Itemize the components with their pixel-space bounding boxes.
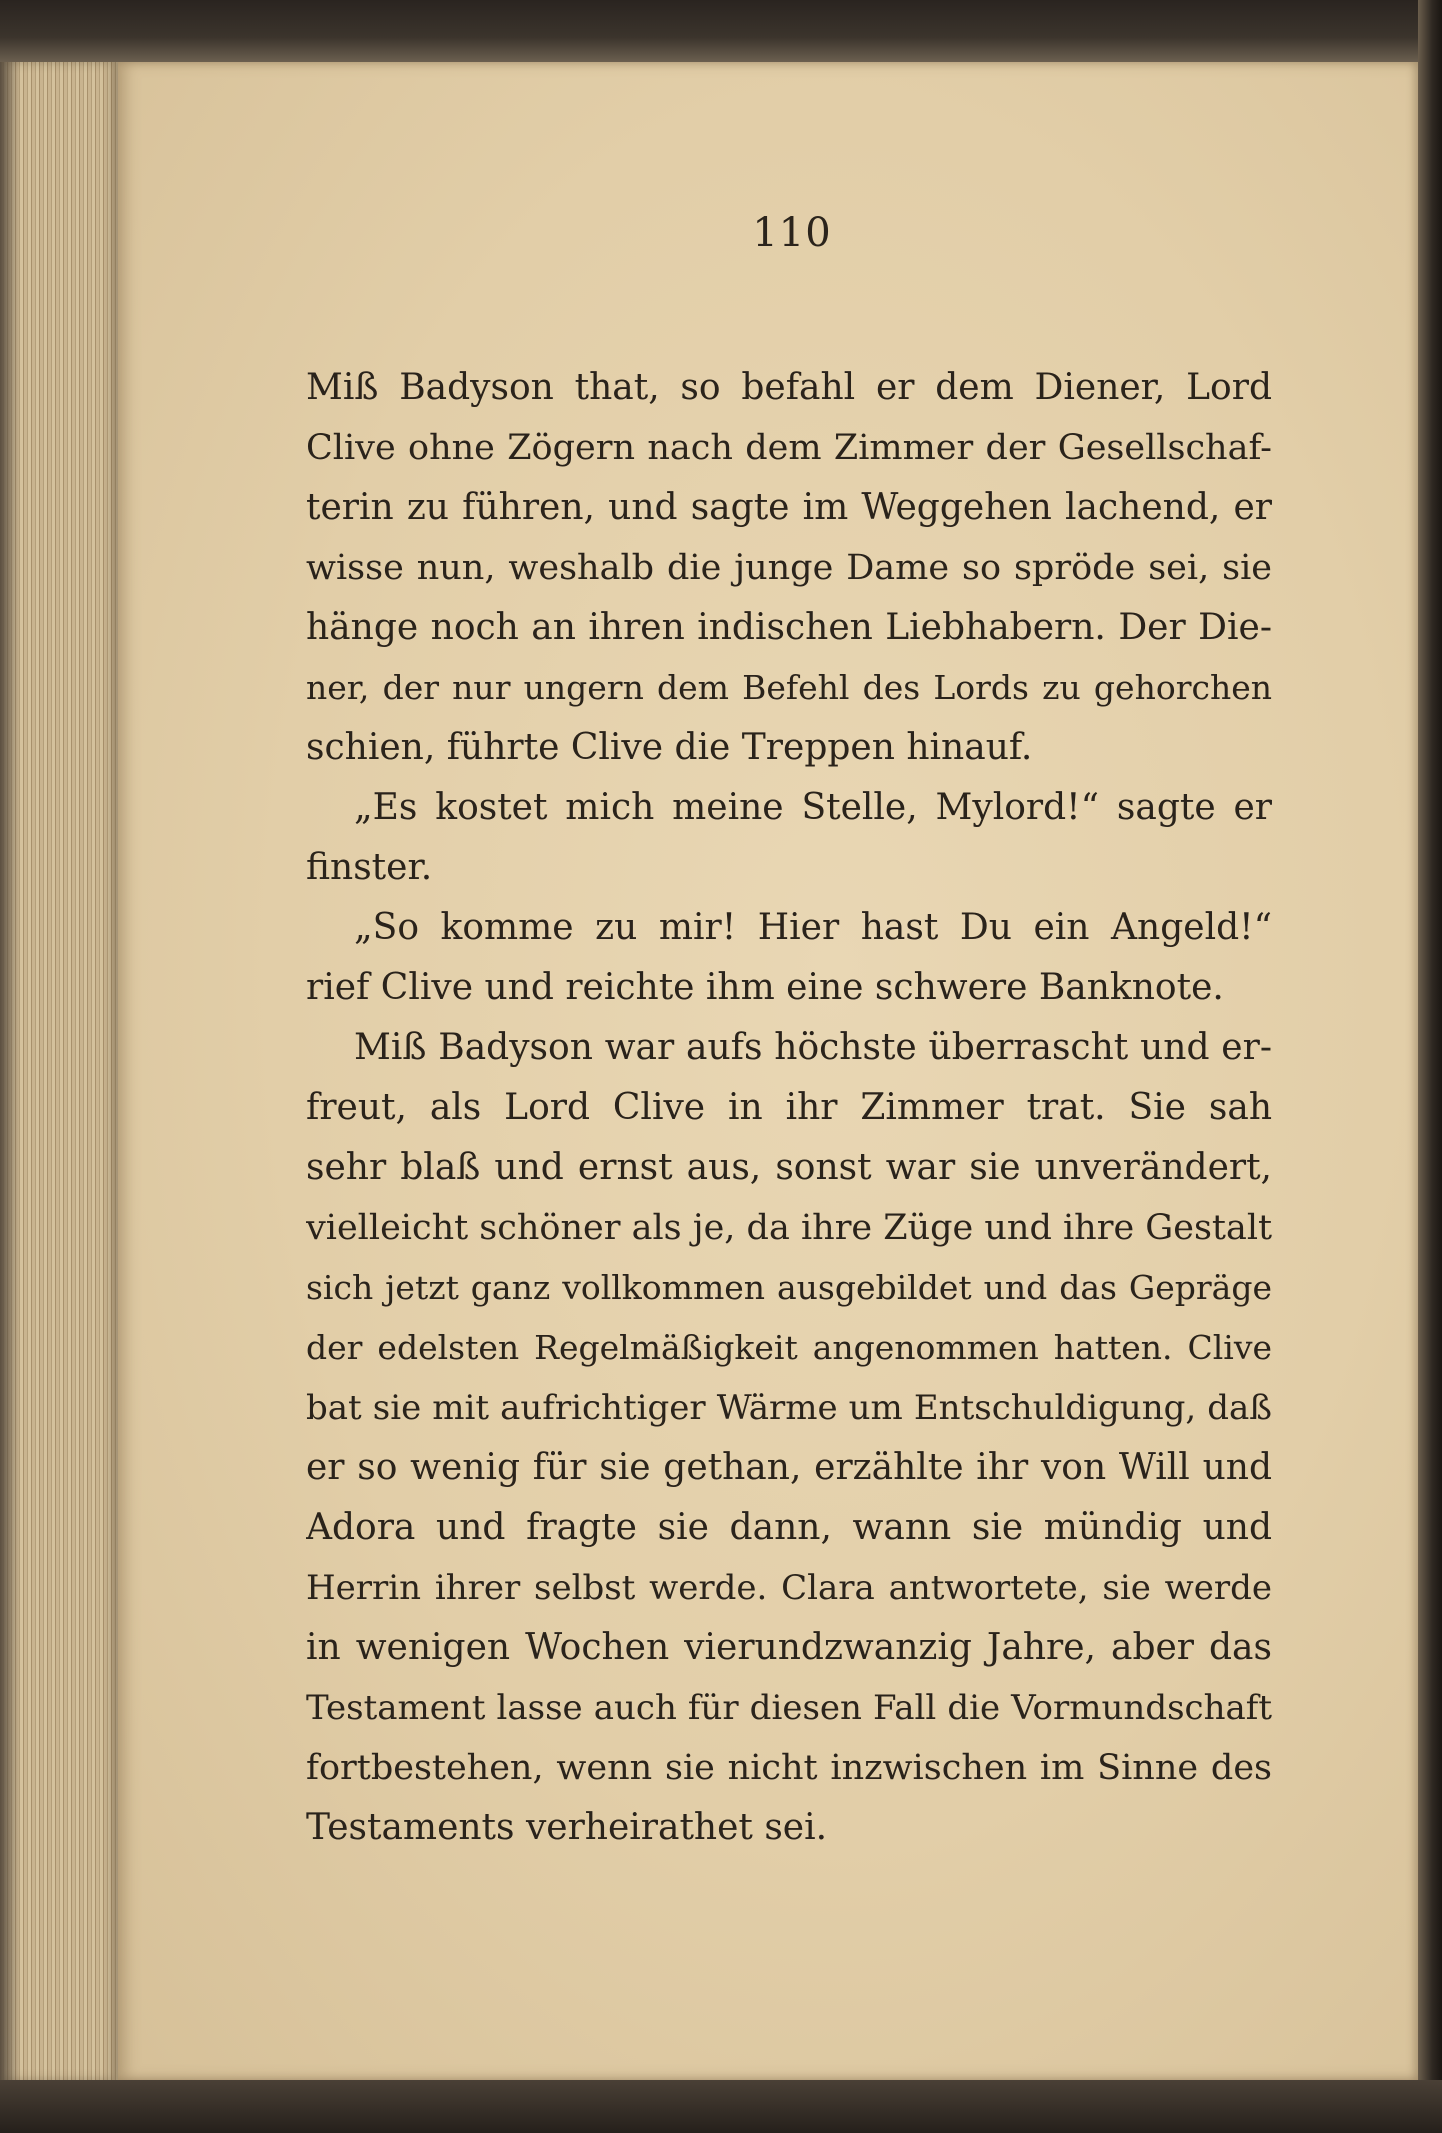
text-line: sich jetzt ganz vollkommen ausgebildet und das Gepräge bbox=[306, 1268, 1272, 1307]
text-line: der edelsten Regelmäßigkeit angenommen hatten. Clive bbox=[306, 1328, 1272, 1367]
text-line: rief Clive und reichte ihm eine schwere Banknote. bbox=[306, 967, 1224, 1008]
text-line: Herrin ihrer selbst werde. Clara antwortete, sie werde bbox=[306, 1568, 1272, 1608]
text-line: er so wenig für sie gethan, erzählte ihr von Will und bbox=[306, 1447, 1272, 1488]
text-line: bat sie mit aufrichtiger Wärme um Entschuldigung, daß bbox=[306, 1388, 1272, 1428]
text-line: in wenigen Wochen vierundzwanzig Jahre, aber das bbox=[306, 1627, 1272, 1668]
text-line: terin zu führen, und sagte im Weggehen lachend, er bbox=[306, 487, 1272, 528]
text-line: Clive ohne Zögern nach dem Zimmer der Gesellschaf- bbox=[306, 428, 1272, 468]
text-line: Miß Badyson war aufs höchste überrascht und er- bbox=[354, 1027, 1272, 1068]
book-leaf-edges bbox=[0, 62, 118, 2080]
text-line: sehr blaß und ernst aus, sonst war sie unverändert, bbox=[306, 1147, 1272, 1188]
text-line: Miß Badyson that, so befahl er dem Diener, Lord bbox=[306, 367, 1272, 408]
text-line: ner, der nur ungern dem Befehl des Lords zu gehorchen bbox=[306, 668, 1272, 707]
text-line: fortbestehen, wenn sie nicht inzwischen im Sinne des bbox=[306, 1748, 1272, 1788]
text-line: Testament lasse auch für diesen Fall die Vormundschaft bbox=[306, 1688, 1272, 1728]
page-number: 110 bbox=[752, 210, 832, 256]
text-line: Testaments verheirathet sei. bbox=[306, 1807, 828, 1848]
scan-top-edge bbox=[0, 0, 1442, 62]
text-line: vielleicht schöner als je, da ihre Züge und ihre Gestalt bbox=[306, 1208, 1272, 1248]
text-line: finster. bbox=[306, 847, 433, 888]
text-line: „Es kostet mich meine Stelle, Mylord!“ sagte er bbox=[354, 787, 1272, 828]
text-line: „So komme zu mir! Hier hast Du ein Angeld!“ bbox=[354, 907, 1272, 948]
scan-right-edge bbox=[1418, 0, 1442, 2133]
scan-bottom-edge bbox=[0, 2080, 1442, 2133]
text-line: Adora und fragte sie dann, wann sie mündig und bbox=[306, 1507, 1272, 1548]
text-line: schien, führte Clive die Treppen hinauf. bbox=[306, 727, 1033, 768]
text-line: hänge noch an ihren indischen Liebhabern. Der Die- bbox=[306, 607, 1272, 648]
text-line: freut, als Lord Clive in ihr Zimmer trat. Sie sah bbox=[306, 1087, 1272, 1128]
text-line: wisse nun, weshalb die junge Dame so spröde sei, sie bbox=[306, 548, 1272, 588]
body-text bbox=[306, 358, 1272, 1858]
